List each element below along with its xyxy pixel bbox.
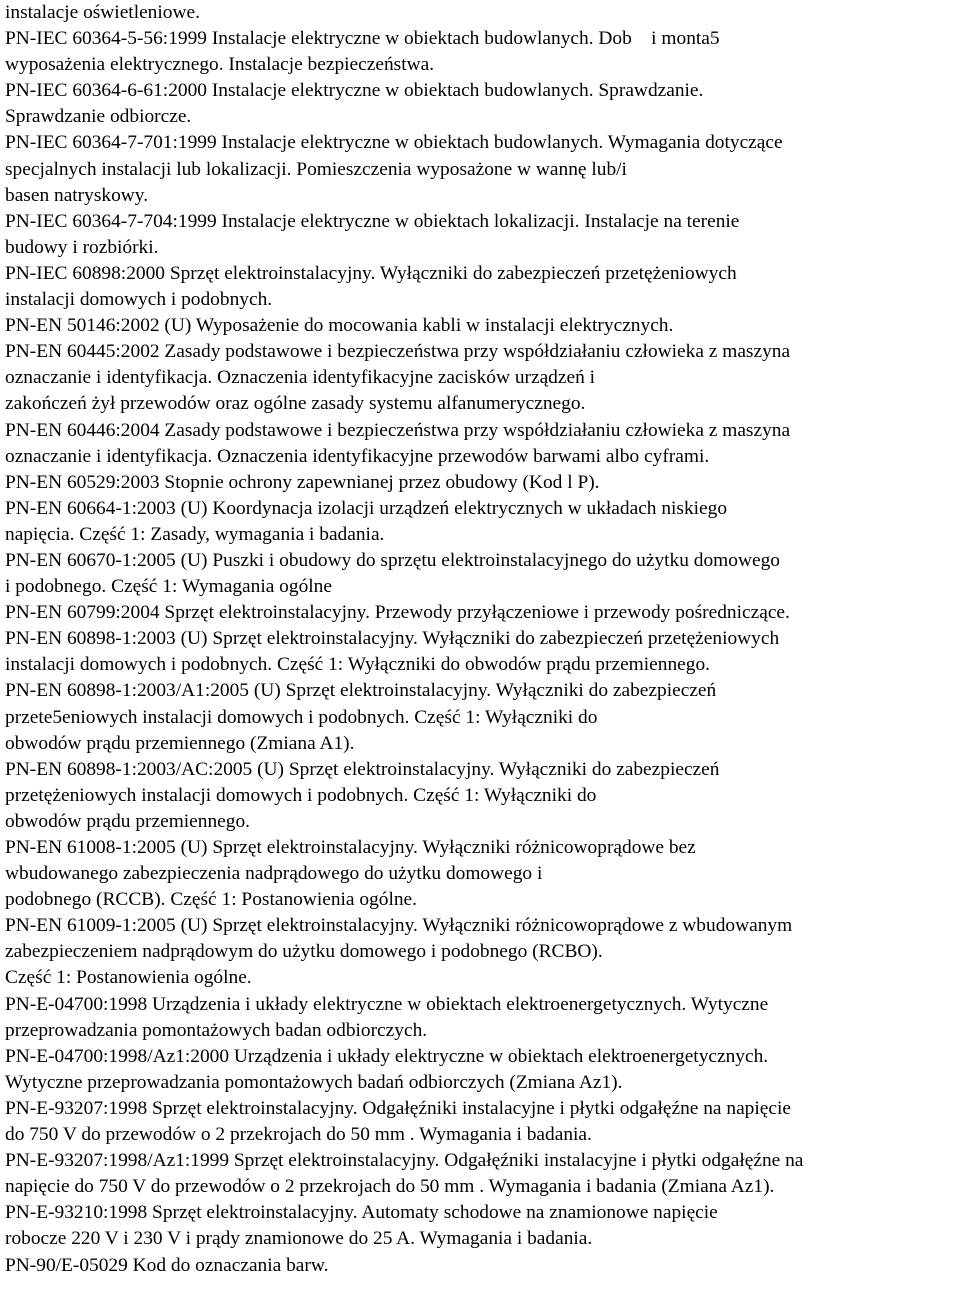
- text-line: PN-EN 60529:2003 Stopnie ochrony zapewnianej przez obudowy (Kod l P).: [5, 471, 600, 493]
- text-line: obwodów prądu przemiennego.: [5, 810, 251, 832]
- text-line: PN-EN 61008-1:2005 (U) Sprzęt elektroinstalacyjny. Wyłączniki różnicowoprądowe bez: [5, 837, 696, 858]
- text-line: przete5eniowych instalacji domowych i podobnych. Część 1: Wyłączniki do: [5, 706, 598, 728]
- text-line: PN-EN 50146:2002 (U) Wyposażenie do mocowania kabli w instalacji elektrycznych.: [5, 315, 674, 337]
- text-line: napięcia. Część 1: Zasady, wymagania i badania.: [5, 523, 385, 545]
- text-line: PN-E-93207:1998/Az1:1999 Sprzęt elektroinstalacyjny. Odgałęźniki instalacyjne i płytki odgałęźne na: [5, 1150, 804, 1172]
- text-line: PN-E-04700:1998 Urządzenia i układy elektryczne w obiektach elektroenergetycznych. Wytyczne: [5, 993, 769, 1015]
- text-line: oznaczanie i identyfikacja. Oznaczenia identyfikacyjne przewodów barwami albo cyframi.: [5, 445, 710, 467]
- text-line: budowy i rozbiórki.: [5, 236, 159, 258]
- text-line: i podobnego. Część 1: Wymagania ogólne: [5, 576, 332, 598]
- text-line: PN-EN 60670-1:2005 (U) Puszki i obudowy do sprzętu elektroinstalacyjnego do użytku domowego: [5, 549, 780, 571]
- text-line: PN-IEC 60898:2000 Sprzęt elektroinstalacyjny. Wyłączniki do zabezpieczeń przetężeniowych: [5, 262, 737, 284]
- text-line: PN-EN 60446:2004 Zasady podstawowe i bezpieczeństwa przy współdziałaniu człowieka z maszyna: [5, 419, 791, 441]
- text-line: do 750 V do przewodów o 2 przekrojach do 50 mm . Wymagania i badania.: [5, 1124, 592, 1146]
- text-line: instalacje oświetleniowe.: [5, 2, 200, 23]
- text-line: PN-IEC 60364-6-61:2000 Instalacje elektryczne w obiektach budowlanych. Sprawdzanie.: [5, 80, 704, 102]
- text-line: wyposażenia elektrycznego. Instalacje bezpieczeństwa.: [5, 54, 435, 76]
- text-line: basen natryskowy.: [5, 184, 149, 206]
- standards-list: [5, 0, 957, 1279]
- text-line: PN-EN 60799:2004 Sprzęt elektroinstalacyjny. Przewody przyłączeniowe i przewody pośredniczące.: [5, 602, 790, 624]
- text-line: PN-IEC 60364-7-704:1999 Instalacje elektryczne w obiektach lokalizacji. Instalacje na terenie: [5, 210, 740, 232]
- text-line: PN-EN 60898-1:2003/A1:2005 (U) Sprzęt elektroinstalacyjny. Wyłączniki do zabezpieczeń: [5, 680, 717, 702]
- text-line: robocze 220 V i 230 V i prądy znamionowe do 25 A. Wymagania i badania.: [5, 1228, 593, 1250]
- text-line: PN-EN 60445:2002 Zasady podstawowe i bezpieczeństwa przy współdziałaniu człowieka z maszyna: [5, 341, 791, 363]
- text-line: PN-IEC 60364-5-56:1999 Instalacje elektryczne w obiektach budowlanych. Dob i monta5: [5, 28, 720, 50]
- text-line: wbudowanego zabezpieczenia nadprądowego do użytku domowego i: [5, 863, 543, 885]
- text-line: instalacji domowych i podobnych.: [5, 289, 273, 311]
- text-line: PN-90/E-05029 Kod do oznaczania barw.: [5, 1254, 329, 1276]
- text-line: instalacji domowych i podobnych. Część 1: Wyłączniki do obwodów prądu przemiennego.: [5, 654, 710, 676]
- text-line: zakończeń żył przewodów oraz ogólne zasady systemu alfanumerycznego.: [5, 393, 586, 415]
- text-line: PN-E-04700:1998/Az1:2000 Urządzenia i układy elektryczne w obiektach elektroenergetycznych.: [5, 1045, 769, 1067]
- text-line: PN-IEC 60364-7-701:1999 Instalacje elektryczne w obiektach budowlanych. Wymagania dotyczące: [5, 132, 783, 154]
- text-line: Część 1: Postanowienia ogólne.: [5, 967, 252, 989]
- text-line: PN-EN 60664-1:2003 (U) Koordynacja izolacji urządzeń elektrycznych w układach niskiego: [5, 497, 728, 519]
- text-line: napięcie do 750 V do przewodów o 2 przekrojach do 50 mm . Wymagania i badania (Zmiana Az1).: [5, 1176, 775, 1198]
- text-line: PN-EN 60898-1:2003/AC:2005 (U) Sprzęt elektroinstalacyjny. Wyłączniki do zabezpieczeń: [5, 758, 720, 780]
- text-line: PN-E-93210:1998 Sprzęt elektroinstalacyjny. Automaty schodowe na znamionowe napięcie: [5, 1202, 718, 1224]
- text-line: PN-E-93207:1998 Sprzęt elektroinstalacyjny. Odgałęźniki instalacyjne i płytki odgałęźne na napięcie: [5, 1097, 791, 1119]
- text-line: zabezpieczeniem nadprądowym do użytku domowego i podobnego (RCBO).: [5, 941, 603, 963]
- text-line: obwodów prądu przemiennego (Zmiana A1).: [5, 732, 355, 754]
- text-line: Sprawdzanie odbiorcze.: [5, 106, 192, 128]
- text-line: PN-EN 60898-1:2003 (U) Sprzęt elektroinstalacyjny. Wyłączniki do zabezpieczeń przetężeniowych: [5, 628, 780, 650]
- text-line: przeprowadzania pomontażowych badan odbiorczych.: [5, 1019, 428, 1041]
- text-line: Wytyczne przeprowadzania pomontażowych badań odbiorczych (Zmiana Az1).: [5, 1071, 623, 1093]
- text-line: specjalnych instalacji lub lokalizacji. Pomieszczenia wyposażone w wannę lub/i: [5, 158, 627, 180]
- text-line: przetężeniowych instalacji domowych i podobnych. Część 1: Wyłączniki do: [5, 784, 597, 806]
- text-line: oznaczanie i identyfikacja. Oznaczenia identyfikacyjne zacisków urządzeń i: [5, 367, 596, 389]
- text-line: PN-EN 61009-1:2005 (U) Sprzęt elektroinstalacyjny. Wyłączniki różnicowoprądowe z wbudowanym: [5, 915, 793, 937]
- text-line: podobnego (RCCB). Część 1: Postanowienia ogólne.: [5, 889, 418, 911]
